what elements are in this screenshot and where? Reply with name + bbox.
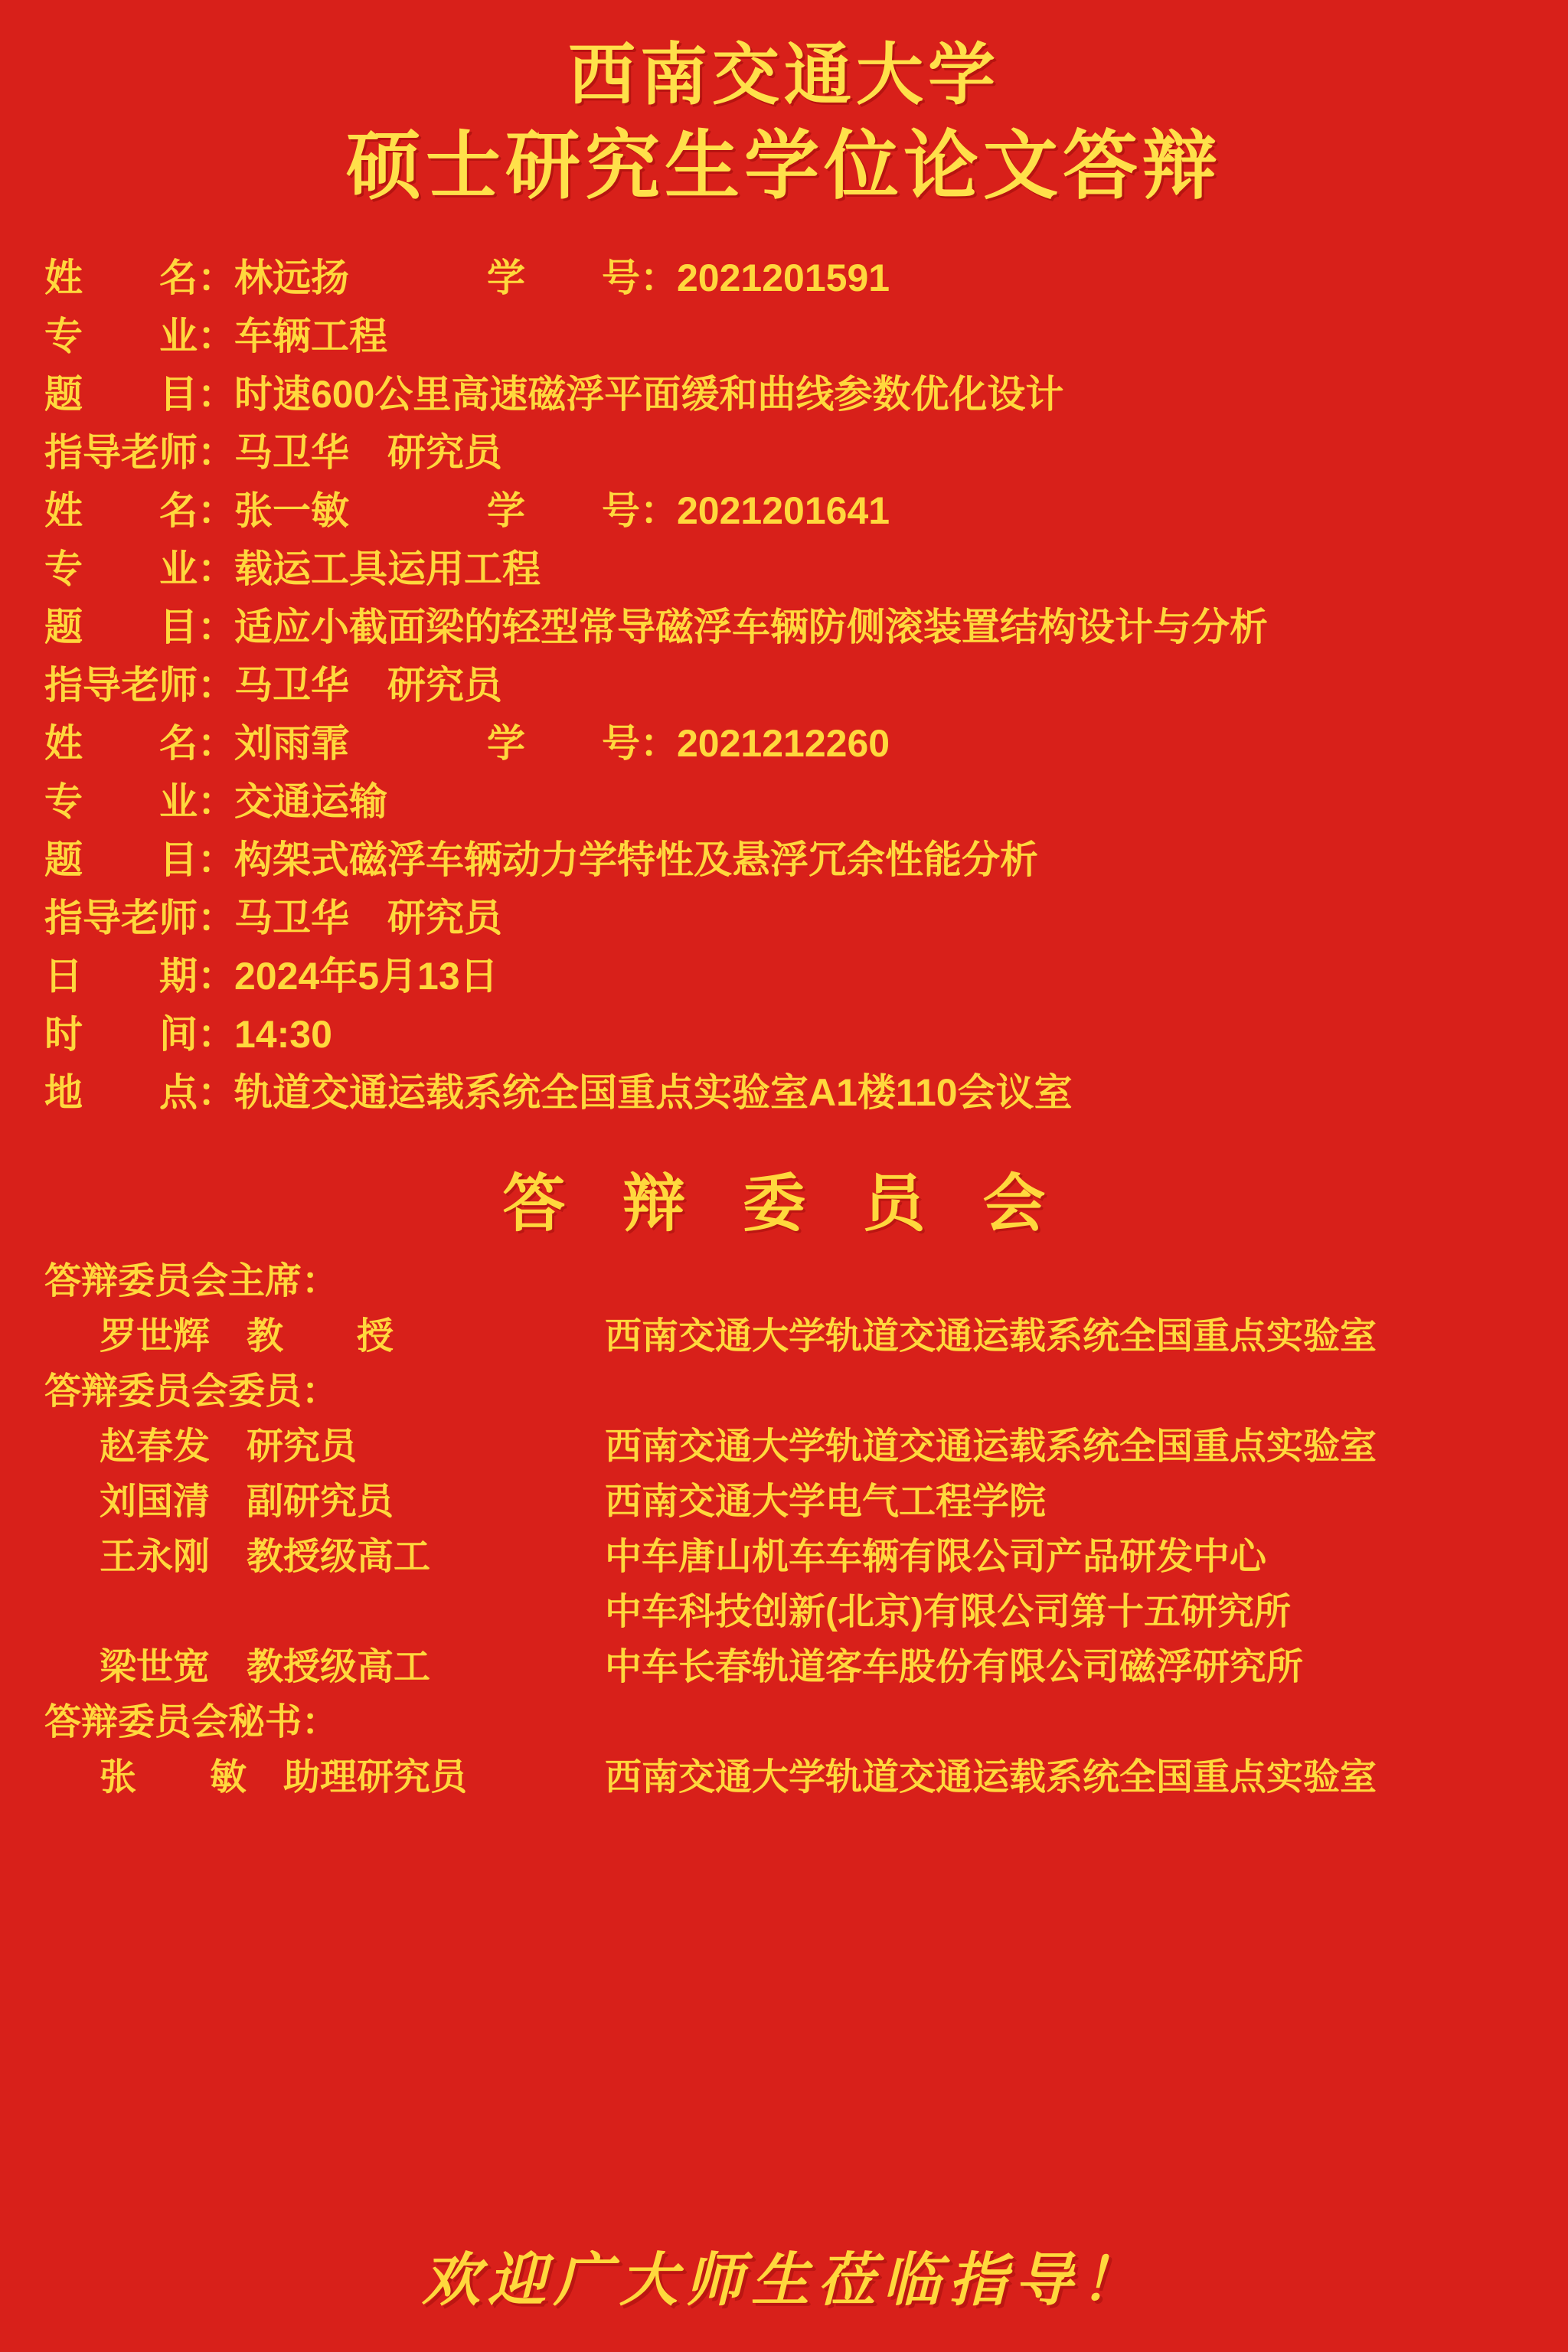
label-student-id: 学 号：	[487, 488, 678, 532]
committee-member-affiliation: 西南交通大学轨道交通运载系统全国重点实验室	[605, 1426, 1377, 1467]
committee-member-affiliation: 中车科技创新(北京)有限公司第十五研究所	[605, 1591, 1291, 1632]
candidate-advisor: 马卫华 研究员	[234, 896, 502, 939]
committee-member-row	[26, 1475, 1542, 1530]
committee-member-row	[26, 1530, 1542, 1585]
candidates-info	[26, 249, 1542, 1122]
committee-member-affiliation: 中车长春轨道客车股份有限公司磁浮研究所	[605, 1646, 1304, 1687]
label-name: 姓 名：	[44, 256, 236, 299]
label-advisor: 指导老师：	[44, 896, 236, 939]
committee-member-name: 刘国清 副研究员	[100, 1481, 394, 1522]
committee-member-row	[26, 1419, 1542, 1475]
candidate-advisor-row	[44, 423, 1542, 482]
candidate-major: 载运工具运用工程	[234, 547, 541, 590]
candidate-thesis-title: 构架式磁浮车辆动力学特性及悬浮冗余性能分析	[234, 838, 1038, 881]
candidate-name: 刘雨霏	[234, 721, 349, 765]
committee-secretary-name: 张 敏 助理研究员	[100, 1756, 468, 1798]
label-name: 姓 名：	[44, 488, 236, 532]
committee-title: 答 辩 委 员 会	[502, 1168, 1066, 1239]
welcome-message: 欢迎广大师生莅临指导！	[422, 2249, 1146, 2313]
committee-member-name: 梁世宽 教授级高工	[100, 1646, 431, 1687]
label-thesis-title: 题 目：	[44, 372, 236, 416]
committee-chair-heading: 答辩委员会主席：	[44, 1260, 339, 1302]
committee-secretary-heading: 答辩委员会秘书：	[44, 1701, 339, 1743]
candidate-major-row	[44, 307, 1542, 365]
label-advisor: 指导老师：	[44, 430, 236, 474]
committee-member-row	[26, 1640, 1542, 1695]
committee-chair-affiliation: 西南交通大学轨道交通运载系统全国重点实验室	[605, 1315, 1377, 1357]
label-advisor: 指导老师：	[44, 663, 236, 707]
university-name: 西南交通大学	[567, 37, 1000, 113]
label-student-id: 学 号：	[487, 721, 678, 765]
committee-chair-name: 罗世辉 教 授	[100, 1315, 394, 1357]
candidate-major: 交通运输	[234, 779, 387, 823]
candidate-student-id: 2021212260	[677, 721, 890, 765]
label-major: 专 业：	[44, 314, 236, 358]
committee-member-affiliation: 西南交通大学电气工程学院	[605, 1481, 1047, 1522]
event-date: 2024年5月13日	[234, 954, 498, 998]
candidate-name: 张一敏	[234, 488, 349, 532]
committee-member-name: 赵春发 研究员	[100, 1426, 358, 1467]
committee-secretary-row	[26, 1750, 1542, 1805]
poster-header	[26, 0, 1542, 212]
candidate-title-row	[44, 831, 1542, 889]
poster-title: 硕士研究生学位论文答辩	[345, 123, 1222, 208]
committee-member-affiliation: 中车唐山机车车辆有限公司产品研发中心	[605, 1536, 1267, 1577]
candidate-advisor: 马卫华 研究员	[234, 430, 502, 474]
candidate-advisor-row	[44, 656, 1542, 714]
label-date: 日 期：	[44, 954, 236, 998]
candidate-student-id: 2021201641	[677, 488, 890, 532]
label-thesis-title: 题 目：	[44, 838, 236, 881]
event-place-row	[44, 1063, 1542, 1122]
label-thesis-title: 题 目：	[44, 605, 236, 648]
candidate-title-row	[44, 598, 1542, 656]
candidate-name: 林远扬	[234, 256, 349, 299]
committee-member-name: 王永刚 教授级高工	[100, 1536, 431, 1577]
candidate-major-row	[44, 540, 1542, 598]
candidate-major: 车辆工程	[234, 314, 387, 358]
candidate-advisor-row	[44, 889, 1542, 947]
candidate-name-row	[44, 714, 1542, 773]
candidate-name-row	[44, 482, 1542, 540]
candidate-title-row	[44, 365, 1542, 423]
committee-secretary-affiliation: 西南交通大学轨道交通运载系统全国重点实验室	[605, 1756, 1377, 1798]
candidate-name-row	[44, 249, 1542, 307]
committee-members-heading: 答辩委员会委员：	[44, 1370, 339, 1412]
label-time: 时 间：	[44, 1012, 236, 1056]
candidate-thesis-title: 时速600公里高速磁浮平面缓和曲线参数优化设计	[234, 372, 1064, 416]
label-student-id: 学 号：	[487, 256, 678, 299]
label-major: 专 业：	[44, 547, 236, 590]
label-name: 姓 名：	[44, 721, 236, 765]
event-date-row	[44, 947, 1542, 1005]
label-place: 地 点：	[44, 1070, 236, 1114]
event-place: 轨道交通运载系统全国重点实验室A1楼110会议室	[234, 1070, 1073, 1114]
event-time: 14:30	[234, 1012, 332, 1056]
committee-section	[26, 1254, 1542, 1805]
committee-chair-row	[26, 1309, 1542, 1364]
candidate-student-id: 2021201591	[677, 256, 890, 299]
label-major: 专 业：	[44, 779, 236, 823]
committee-member-affiliation-extra-row	[26, 1585, 1542, 1640]
candidate-major-row	[44, 773, 1542, 831]
candidate-thesis-title: 适应小截面梁的轻型常导磁浮车辆防侧滚装置结构设计与分析	[234, 605, 1268, 648]
event-time-row	[44, 1005, 1542, 1063]
candidate-advisor: 马卫华 研究员	[234, 663, 502, 707]
